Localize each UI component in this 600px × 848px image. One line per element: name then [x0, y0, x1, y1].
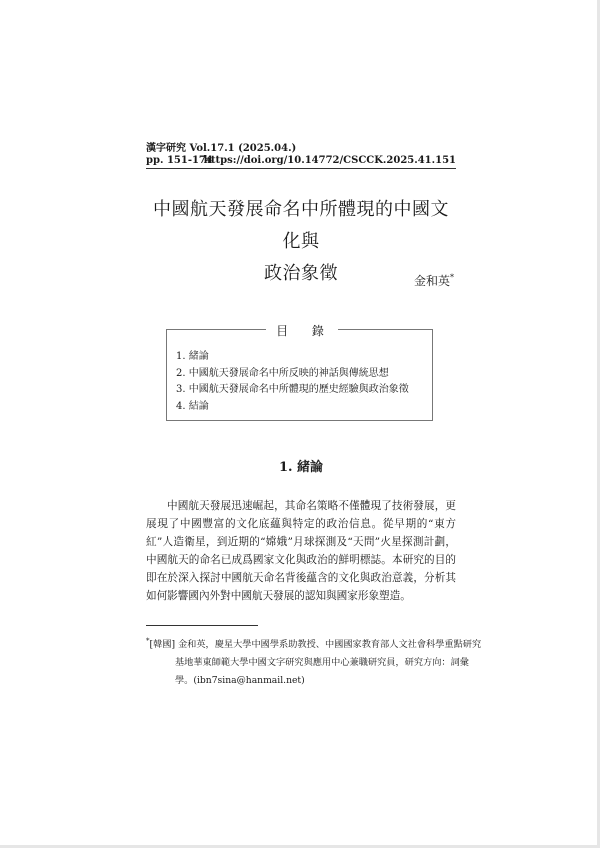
doi-link[interactable]: https://doi.org/10.14772/CSCCK.2025.41.151: [203, 155, 456, 166]
title-line-2: 政治象徵: [264, 263, 338, 284]
footnote-text: [韓國] 金和英，慶星大學中國學系助教授、中國國家教育部人文社會科學重點研究基地華東師範大學中國文字研究與應用中心兼職研究員，研究方向：詞彙學。(ibn7sina@hanmail.net): [149, 639, 482, 687]
author: [414, 272, 454, 289]
paper-title: [146, 194, 456, 290]
footnote-rule: [146, 625, 258, 626]
author-name: 金和英: [413, 274, 450, 288]
body-paragraph: 中國航天發展迅速崛起，其命名策略不僅體現了技術發展，更展現了中國豐富的文化底蘊與特定的政治信息。從早期的“東方紅”人造衛星，到近期的“嫦娥”月球探測及“天問”火星探測計劃，中國航天的命名已成爲國家文化與政治的鮮明標誌。本研究的目的即在於深入探討中國航天命名背後蘊含的文化與政治意義，分析其如何影響國內外對中國航天發展的認知與國家形象塑造。: [146, 500, 456, 602]
author-footnote-marker[interactable]: *: [450, 273, 454, 282]
toc-item[interactable]: 2. 中國航天發展命名中所反映的神話與傳統思想: [176, 367, 389, 379]
toc-item[interactable]: 1. 緒論: [176, 351, 209, 362]
toc-item[interactable]: 4. 結論: [176, 400, 209, 412]
footnote: [146, 632, 485, 690]
page-range: pp. 151-174: [146, 155, 213, 166]
title-line-1: 中國航天發展命名中所體現的中國文化與: [153, 199, 449, 252]
header-rule: [146, 168, 456, 169]
footnote-marker: *: [146, 637, 150, 645]
journal-name: 漢字研究 Vol.17.1 (2025.04.): [146, 143, 297, 154]
toc-list: [176, 349, 409, 415]
toc-item[interactable]: 3. 中國航天發展命名中所體現的歷史經驗與政治象徵: [176, 384, 409, 395]
toc-heading: 目 錄: [266, 322, 338, 339]
section-heading: 1. 緒論: [278, 460, 324, 475]
